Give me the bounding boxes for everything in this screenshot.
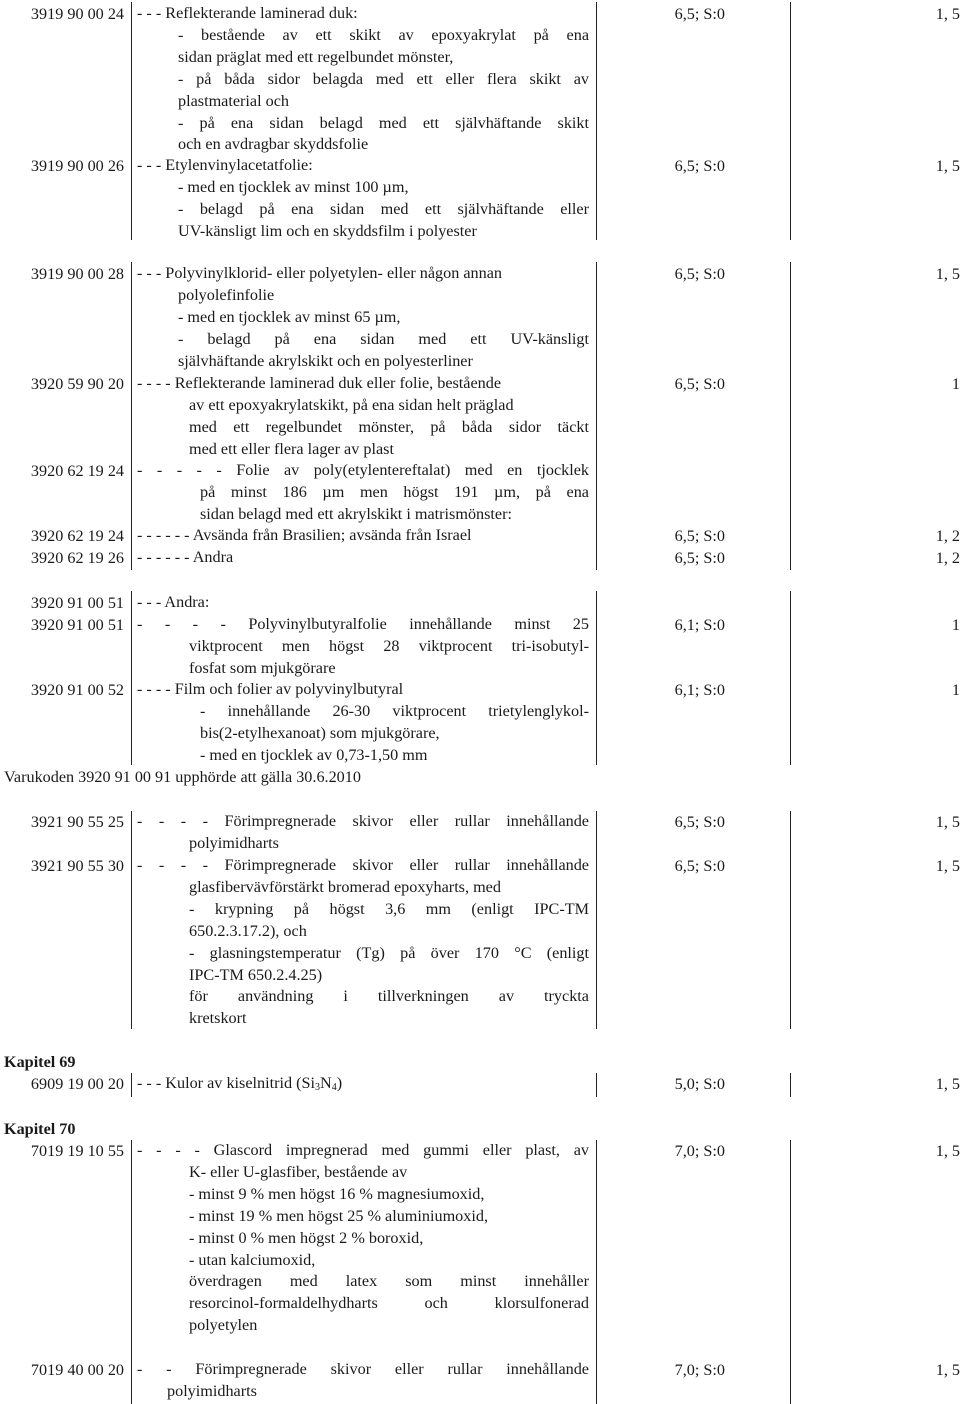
tariff-description: - - - Andra: (137, 593, 210, 611)
column-divider (596, 591, 597, 765)
column-divider (596, 1073, 597, 1097)
tariff-code: 6909 19 00 20 (30, 1075, 124, 1093)
tariff-rate: 6,5; S:0 (674, 527, 725, 545)
tariff-code: 3919 90 00 28 (30, 265, 124, 283)
tariff-quota: 1, 5 (935, 157, 960, 175)
column-divider (131, 811, 132, 1029)
tariff-description: - - - - Förimpregnerade skivor eller rullar innehållande glasfibervävförstärkt bromerad epoxyharts, med - krypning på högst 3,6 mm (enligt IPC-TM 650.2.3.17.2), och - glasningstemperatur (Tg) på över 170 °C (enligt IPC-TM 650.2.4.25) för användning i tillverkningen av tryckta kretskort (137, 856, 589, 1028)
tariff-rate: 6,5; S:0 (674, 857, 725, 875)
tariff-description (137, 1073, 589, 1095)
tariff-code: 3920 62 19 26 (30, 549, 124, 567)
column-divider (596, 811, 597, 1029)
tariff-description: - - - - Polyvinylbutyralfolie innehållande minst 25 viktprocent men högst 28 viktprocent tri-isobutyl- fosfat som mjukgörare (137, 615, 589, 677)
tariff-description: - - - Polyvinylklorid- eller polyetylen- eller någon annan polyolefinfolie - med en tjocklek av minst 65 µm, - belagd på ena sidan med ett UV-känsligt självhäftande akrylskikt och en polyesterliner (137, 264, 589, 370)
column-divider (131, 262, 132, 570)
tariff-quota: 1, 5 (935, 1142, 960, 1160)
tariff-description: - - - - Förimpregnerade skivor eller rullar innehållande polyimidharts (137, 812, 589, 852)
tariff-rate: 6,5; S:0 (674, 375, 725, 393)
tariff-quota: 1 (951, 616, 960, 634)
tariff-code: 3920 59 90 20 (30, 375, 124, 393)
tariff-description: - - - - - Folie av poly(etylentereftalat) med en tjocklek på minst 186 µm men högst 191 µm, på ena sidan belagd med ett akrylskikt i matrismönster: (137, 461, 589, 523)
tariff-rate: 6,5; S:0 (674, 265, 725, 283)
tariff-rate: 7,0; S:0 (674, 1361, 725, 1379)
column-divider (131, 1073, 132, 1097)
column-divider (790, 811, 791, 1029)
column-divider (131, 1140, 132, 1404)
tariff-rate: 5,0; S:0 (674, 1075, 725, 1093)
tariff-description: - - - - Film och folier av polyvinylbutyral - innehållande 26-30 viktprocent trietylenglykol- bis(2-etylhexanoat) som mjukgörare, - med en tjocklek av 0,73-1,50 mm (137, 680, 589, 764)
chapter-heading: Kapitel 70 (4, 1120, 76, 1138)
tariff-code: 7019 19 10 55 (30, 1142, 124, 1160)
tariff-rate: 6,5; S:0 (674, 549, 725, 567)
chapter-heading: Kapitel 69 (4, 1053, 76, 1071)
column-divider (790, 1073, 791, 1097)
tariff-code: 3920 91 00 51 (30, 594, 124, 612)
tariff-quota: 1 (951, 681, 960, 699)
tariff-code: 3920 62 19 24 (30, 462, 124, 480)
tariff-quota: 1 (951, 375, 960, 393)
tariff-code: 3920 62 19 24 (30, 527, 124, 545)
tariff-quota: 1, 2 (935, 549, 960, 567)
column-divider (790, 262, 791, 570)
tariff-description: - - - Etylenvinylacetatfolie: - med en tjocklek av minst 100 µm, - belagd på ena sidan med ett självhäftande eller UV-känsligt lim och en skyddsfilm i polyester (137, 156, 589, 240)
tariff-rate: 6,5; S:0 (674, 157, 725, 175)
tariff-quota: 1, 5 (935, 1361, 960, 1379)
tariff-rate: 6,1; S:0 (674, 681, 725, 699)
tariff-code: 3920 91 00 51 (30, 616, 124, 634)
tariff-quota: 1, 5 (935, 813, 960, 831)
tariff-quota: 1, 2 (935, 527, 960, 545)
tariff-code: 3921 90 55 30 (30, 857, 124, 875)
column-divider (131, 591, 132, 765)
tariff-quota: 1, 5 (935, 5, 960, 23)
column-divider (790, 591, 791, 765)
tariff-rate: 6,1; S:0 (674, 616, 725, 634)
discontinued-code-note: Varukoden 3920 91 00 91 upphörde att gälla 30.6.2010 (4, 768, 361, 786)
tariff-description: - - - - Glascord impregnerad med gummi eller plast, av K- eller U-glasfiber, bestående av - minst 9 % men högst 16 % magnesiumoxid, - minst 19 % men högst 25 % aluminiumoxid, - minst 0 % men högst 2 % boroxid, - utan kalciumoxid, överdragen med latex som minst innehåller resorcinol-formaldelhydharts och klorsulfonerad polyetylen (137, 1141, 589, 1335)
tariff-description: - - - - - - Andra (137, 548, 234, 566)
tariff-code: 3919 90 00 26 (30, 157, 124, 175)
column-divider (790, 2, 791, 240)
tariff-code: 3920 91 00 52 (30, 681, 124, 699)
tariff-code: 3919 90 00 24 (30, 5, 124, 23)
tariff-code: 3921 90 55 25 (30, 813, 124, 831)
tariff-rate: 6,5; S:0 (674, 5, 725, 23)
column-divider (596, 1140, 597, 1404)
tariff-code: 7019 40 00 20 (30, 1361, 124, 1379)
tariff-quota: 1, 5 (935, 857, 960, 875)
tariff-description: - - - - - - Avsända från Brasilien; avsända från Israel (137, 526, 472, 544)
tariff-description: - - - Reflekterande laminerad duk: - bestående av ett skikt av epoxyakrylat på ena sidan präglat med ett regelbundet mönster, - på båda sidor belagda med ett eller flera skikt av plastmaterial och - på ena sidan belagd med ett självhäftande skikt och en avdragbar skyddsfolie (137, 4, 589, 154)
tariff-description: - - Förimpregnerade skivor eller rullar innehållande polyimidharts (137, 1360, 589, 1400)
tariff-rate: 6,5; S:0 (674, 813, 725, 831)
tariff-description: - - - - Reflekterande laminerad duk eller folie, bestående av ett epoxyakrylatskikt, på ena sidan helt präglad med ett regelbundet mönster, på båda sidor täckt med ett eller flera lager av plast (137, 374, 589, 458)
tariff-rate: 7,0; S:0 (674, 1142, 725, 1160)
kiselnitrid-label: - - - Kulor av kiselnitrid $(Si_3N_4)$ (137, 1074, 343, 1093)
column-divider (596, 262, 597, 570)
column-divider (790, 1140, 791, 1404)
tariff-quota: 1, 5 (935, 265, 960, 283)
column-divider (596, 2, 597, 240)
column-divider (131, 2, 132, 240)
tariff-quota: 1, 5 (935, 1075, 960, 1093)
